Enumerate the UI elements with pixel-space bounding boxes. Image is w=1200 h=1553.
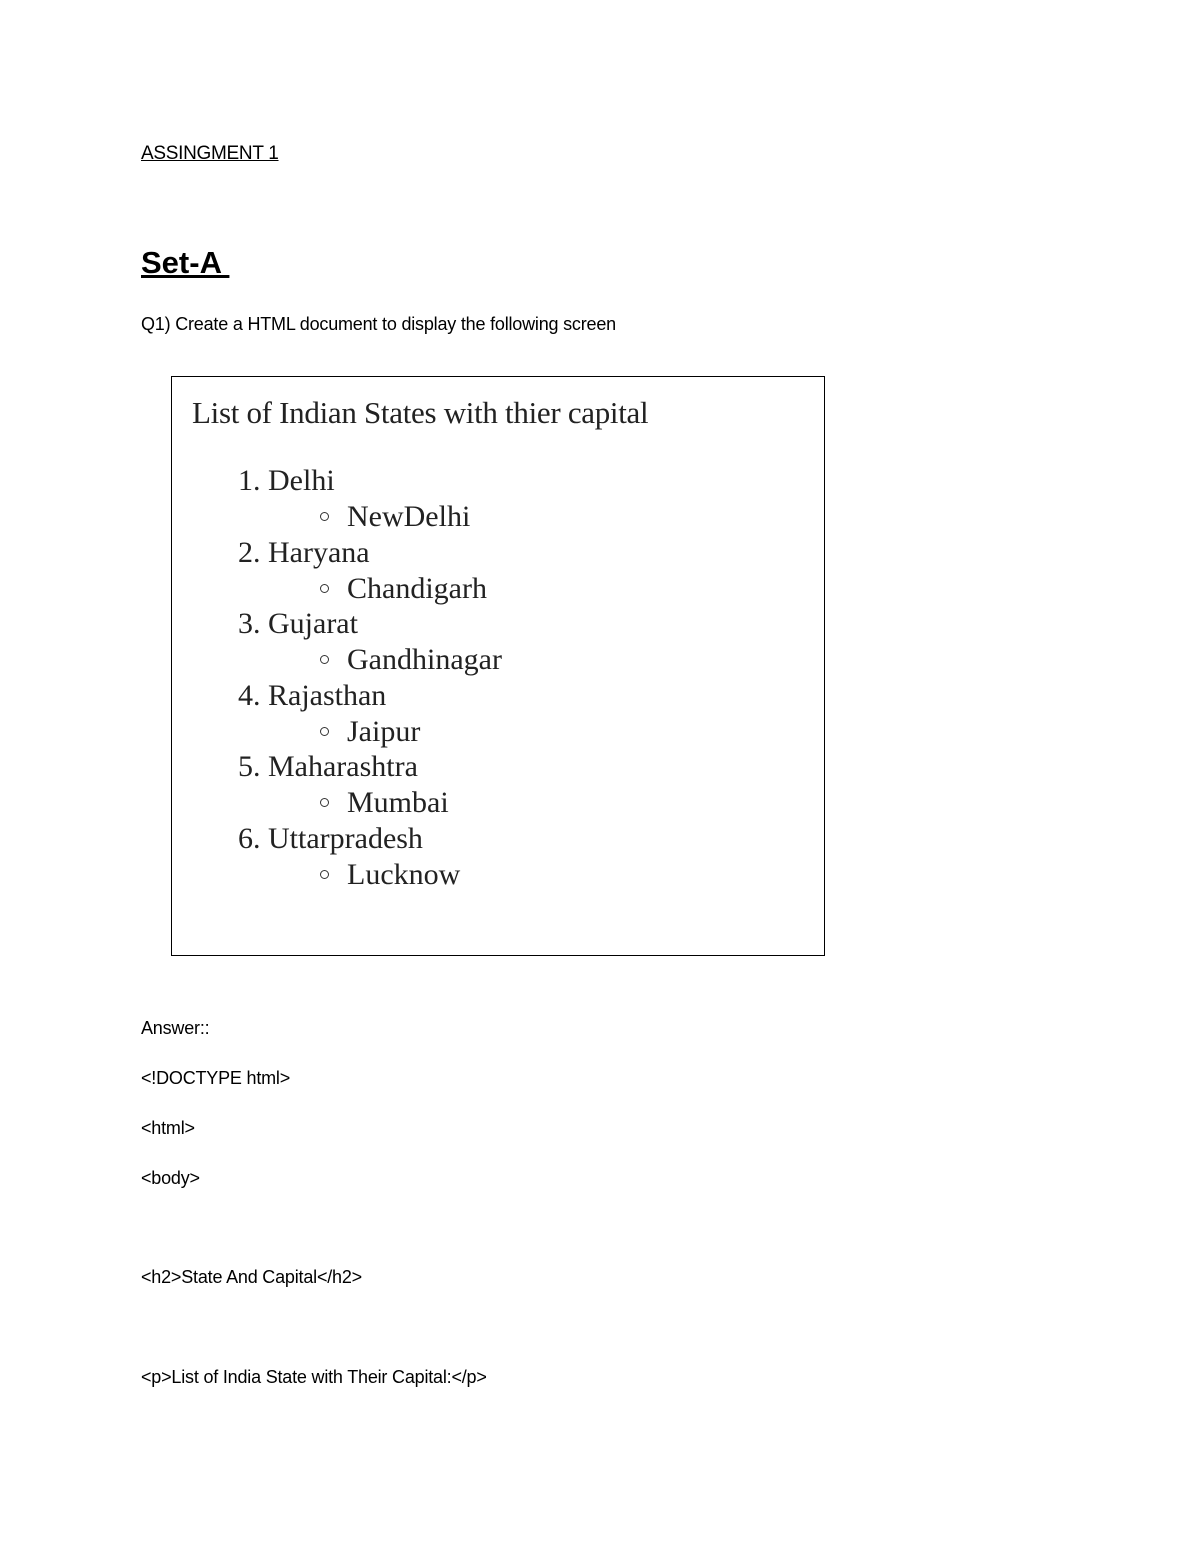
screen-preview-box (171, 376, 825, 956)
state-entry (238, 749, 423, 785)
question-text: Q1) Create a HTML document to display the following screen (141, 314, 616, 334)
state-number: 4. (238, 678, 261, 712)
state-name: Gujarat (268, 607, 358, 640)
code-line-html: <html> (141, 1118, 195, 1138)
capital-entry (320, 714, 420, 750)
list-item (238, 606, 502, 678)
capital-entry (320, 571, 487, 607)
state-entry (238, 821, 423, 857)
list-item (238, 678, 423, 750)
code-line-body: <body> (141, 1168, 200, 1188)
state-number: 5. (238, 750, 261, 783)
circle-bullet-icon (320, 727, 329, 736)
answer-label: Answer:: (141, 1018, 210, 1038)
capital-name: Mumbai (347, 786, 449, 819)
state-number: 1. (238, 464, 261, 497)
circle-bullet-icon (320, 870, 329, 879)
capital-entry (320, 857, 460, 893)
assignment-title: ASSINGMENT 1 (141, 143, 279, 164)
circle-bullet-icon (320, 584, 329, 593)
state-name: Haryana (268, 535, 370, 569)
state-name: Rajasthan (268, 678, 387, 712)
list-item (238, 535, 487, 607)
code-line-h2: <h2>State And Capital</h2> (141, 1267, 362, 1287)
state-name: Delhi (268, 464, 335, 497)
state-name: Uttarpradesh (268, 821, 423, 855)
state-number: 2. (238, 535, 261, 569)
capital-entry (320, 642, 502, 678)
list-item (238, 749, 449, 821)
capital-name: Chandigarh (347, 571, 487, 605)
state-entry (238, 463, 423, 499)
capital-name: Lucknow (347, 857, 461, 891)
state-number: 3. (238, 607, 261, 640)
state-entry (238, 535, 423, 571)
capital-name: Gandhinagar (347, 643, 502, 676)
capital-entry (320, 785, 449, 821)
set-heading: Set-A (141, 245, 230, 280)
state-number: 6. (238, 821, 261, 855)
circle-bullet-icon (320, 655, 329, 664)
state-entry (238, 606, 423, 642)
capital-entry (320, 499, 470, 535)
circle-bullet-icon (320, 798, 329, 807)
code-line-paragraph: <p>List of India State with Their Capital:</p> (141, 1367, 487, 1387)
capital-name: Jaipur (347, 714, 421, 748)
state-list (238, 463, 502, 892)
circle-bullet-icon (320, 512, 329, 521)
list-item (238, 821, 461, 893)
preview-title: List of Indian States with thier capital (192, 395, 649, 430)
state-entry (238, 678, 423, 714)
state-name: Maharashtra (268, 750, 418, 783)
list-item (238, 463, 471, 535)
code-line-doctype: <!DOCTYPE html> (141, 1068, 291, 1088)
capital-name: NewDelhi (347, 500, 471, 533)
